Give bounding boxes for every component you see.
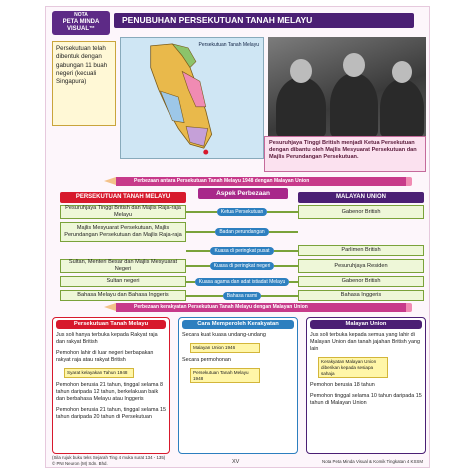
row-right-cell: Bahasa Inggeris: [298, 290, 424, 301]
column-persekutuan: [52, 317, 170, 454]
column-point: Jus soli hanya terbuka kepada Rakyat raja dan rakyat British: [56, 332, 158, 345]
aspect-label: Badan perundangan: [215, 228, 268, 236]
tag-line1: NOTA: [74, 12, 88, 18]
section-banner-perbezaan: Perbezaan antara Persekutuan Tanah Melayu 1948 dengan Malayan Union: [116, 177, 406, 186]
row-left-cell: Sultan, Menteri Besar dan Majlis Mesyuarat Negeri: [60, 259, 186, 273]
comparison-row: [60, 290, 424, 301]
column-malayan-union: [306, 317, 426, 454]
aspect-label: Ketua Persekutuan: [217, 208, 268, 216]
column-point: Secara permohonan: [182, 356, 231, 363]
row-right-cell: Gabenor British: [298, 276, 424, 287]
tag-line3: VISUAL™: [66, 26, 95, 32]
photo-caption: Pesuruhjaya Tinggi British menjadi Ketua Persekutuan dengan dibantu oleh Majlis Mesyuarat Persekutuan dan Majlis Perundangan Persekutuan.: [264, 136, 426, 172]
footer-right: Nota Peta Minda Visual & Komik Tingkatan 4 KSSM: [322, 459, 423, 464]
column-point: Pemohon berusia 21 tahun, tinggal selama 8 tahun daripada 12 tahun, berkelakuan baik dan berbahasa Melayu atau Inggeris: [56, 381, 163, 402]
aspect-label: Kuasa di peringkat pusat: [210, 247, 273, 255]
column-heading: Cara Memperoleh Kerakyatan: [182, 320, 294, 329]
footer-reference: (Sila rujuk buku teks Sejarah Ting 4 muka surat 134 - 135): [52, 455, 166, 460]
header-malayan-union: MALAYAN UNION: [298, 192, 424, 203]
column-point: Pemohon berusia 18 tahun: [310, 382, 375, 389]
comparison-row: [60, 245, 424, 256]
column-point: Jus soli terbuka kepada semua yang lahir di Malayan Union dan tanah jajahan British yang lain: [310, 332, 420, 352]
row-left-cell: Sultan negeri: [60, 276, 186, 287]
poster-page: [45, 6, 430, 468]
footer-left: [52, 455, 165, 466]
row-right-cell: Gabenor British: [298, 205, 424, 219]
column-cara: [178, 317, 298, 454]
page-title: PENUBUHAN PERSEKUTUAN TANAH MELAYU: [114, 13, 414, 28]
malaya-map: [120, 37, 264, 159]
sticky-note: Persekutuan Tanah Melayu 1948: [190, 368, 260, 384]
column-point: Pemohon tinggal selama 10 tahun daripada 15 tahun di Malayan Union: [310, 393, 422, 407]
column-point: Pemohon lahir di luar negeri berbapakan rakyat raja atau rakyat British: [56, 350, 154, 363]
section-banner-kerakyatan: Perbezaan kerakyatan Persekutuan Tanah Melayu dengan Malayan Union: [116, 303, 406, 312]
sticky-note: Kerakyatan Malayan Union diberikan kepada sesiapa sahaja: [318, 357, 388, 378]
column-heading: Malayan Union: [310, 320, 422, 329]
intro-box: Persekutuan telah dibentuk dengan gabungan 11 buah negeri (kecuali Singapura): [52, 41, 116, 126]
historical-photo: [268, 37, 426, 137]
comparison-row: [60, 259, 424, 273]
comparison-row: [60, 222, 424, 242]
sticky-note: Malayan Union 1946: [190, 343, 260, 353]
row-right-cell: Parlimen British: [298, 245, 424, 256]
footer-copyright: © PNI Neuron (M) Sdn. Bhd.: [52, 460, 108, 466]
page-number: XV: [232, 459, 240, 465]
nota-tag: [52, 11, 110, 35]
map-image: [121, 38, 263, 158]
header-aspek: Aspek Perbezaan: [198, 188, 288, 199]
aspect-label: Bahasa rasmi: [223, 292, 262, 300]
aspect-label: Kuasa di peringkat negeri: [210, 262, 275, 270]
tag-line2: PETA MINDA: [62, 19, 100, 25]
row-right-cell: Pesuruhjaya Residen: [298, 259, 424, 273]
comparison-row: [60, 276, 424, 287]
map-label: Persekutuan Tanah Melayu: [198, 42, 259, 48]
column-point: Pemohon berusia 21 tahun, tinggal selama 15 tahun daripada 20 tahun di Persekutuan: [56, 406, 166, 420]
row-left-cell: Majlis Mesyuarat Persekutuan, Majlis Perundangan Persekutuan dan Majlis Raja-raja: [60, 222, 186, 242]
column-point: Secara kuat kuasa undang-undang: [182, 332, 266, 338]
row-left-cell: Pesuruhjaya Tinggi British dan Majlis Raja-raja Melayu: [60, 205, 186, 219]
sticky-note: Syarat kelayakan Tahun 1948: [64, 368, 134, 378]
row-left-cell: Bahasa Melayu dan Bahasa Inggeris: [60, 290, 186, 301]
column-heading: Persekutuan Tanah Melayu: [56, 320, 166, 329]
header-persekutuan: PERSEKUTUAN TANAH MELAYU: [60, 192, 186, 203]
aspect-label: Kuasa agama dan adat istiadat Melayu: [195, 278, 289, 286]
comparison-row: [60, 205, 424, 219]
